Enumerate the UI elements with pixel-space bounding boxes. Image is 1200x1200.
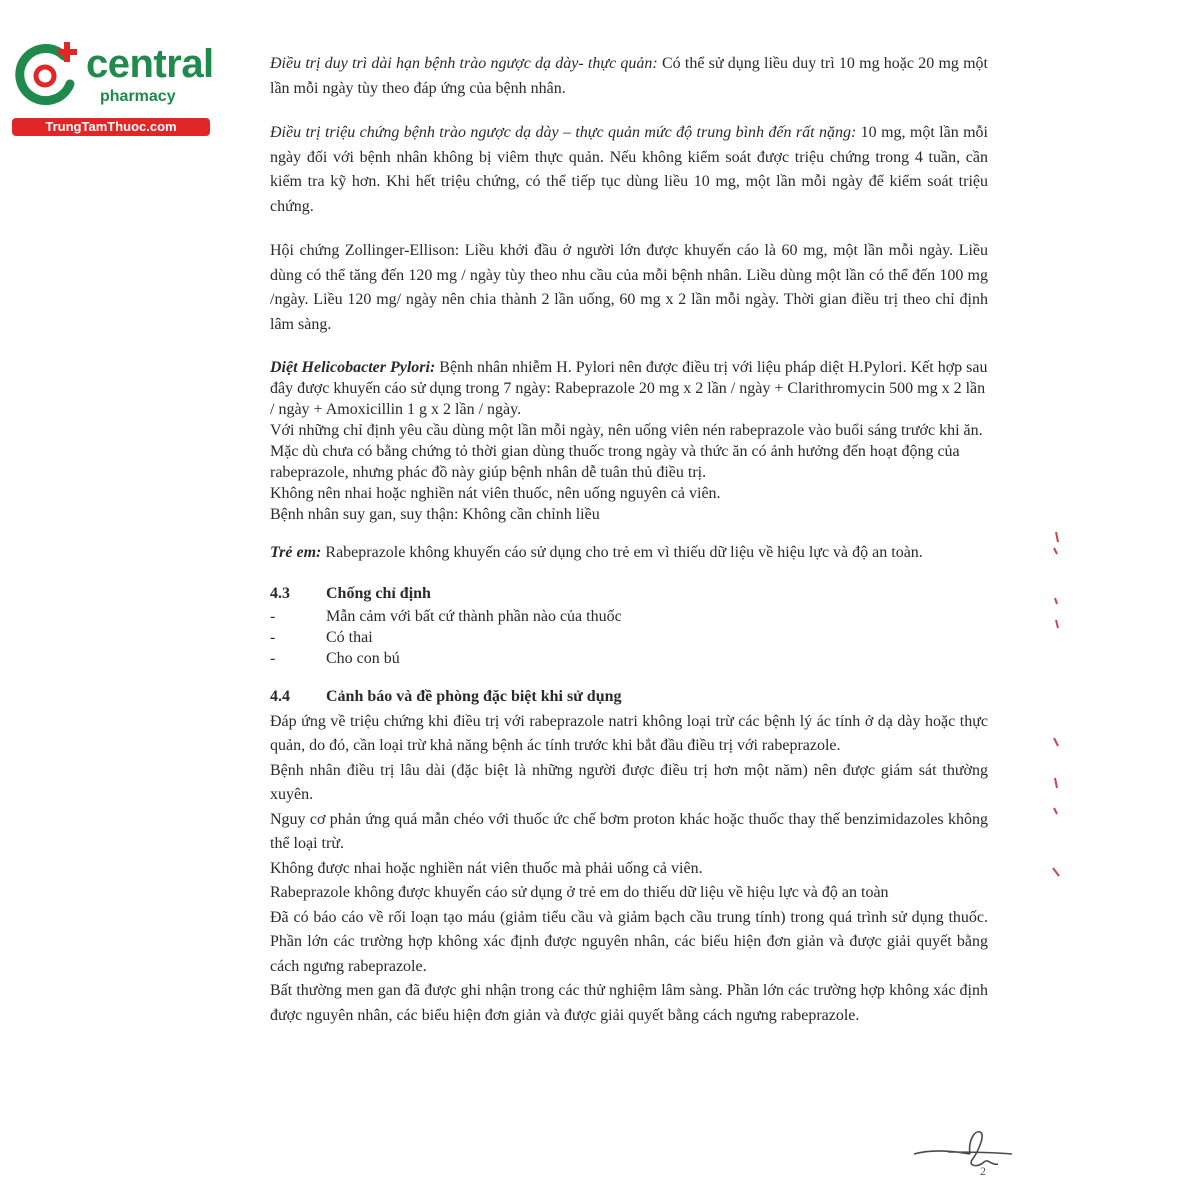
warning-paragraph: Bất thường men gan đã được ghi nhận trong các thử nghiệm lâm sàng. Phần lớn các trường hợp không xác định được nguyên nhân, các biểu hiện đơn giản và được giải quyết bằng cách ngưng rabeprazole. [270, 982, 988, 1024]
document-body [270, 52, 988, 1028]
pharmacy-logo [10, 38, 215, 138]
section-4-4-heading [270, 685, 988, 710]
helicobacter-section [270, 357, 988, 525]
list-item: - Có thai [270, 629, 373, 646]
warning-paragraph: Đáp ứng về triệu chứng khi điều trị với rabeprazole natri không loại trừ các bệnh lý ác tính ở dạ dày hoặc thực quản, do đó, cần loại trừ khả năng bệnh ác tính trước khi bắt đầu điều trị với rabeprazole. [270, 712, 988, 754]
warning-paragraph: Nguy cơ phản ứng quá mẫn chéo với thuốc ức chế bơm proton khác hoặc thuốc thay thế benzimidazoles không thể loại trừ. [270, 810, 988, 852]
list-item: - Cho con bú [270, 650, 400, 667]
symptomatic-text: 10 mg, một lần mỗi ngày đối với bệnh nhân không bị viêm thực quản. Nếu không kiểm soát được triệu chứng trong 4 tuần, cần kiểm tra kỹ hơn. Khi hết triệu chứng, có thể tiếp tục dùng liều 10 mg, một lần mỗi ngày để kiểm soát triệu chứng. [270, 124, 988, 215]
warning-paragraph: Đã có báo cáo về rối loạn tạo máu (giảm tiểu cầu và giảm bạch cầu trung tính) trong quá trình sử dụng thuốc. Phần lớn các trường hợp không xác định được nguyên nhân, các biểu hiện đơn giản và được giải quyết bằng cách ngưng rabeprazole. [270, 908, 988, 975]
maintenance-text: Có thể sử dụng liều duy trì 10 mg hoặc 20 mg một lần mỗi ngày tùy theo đáp ứng của bệnh nhân. [270, 55, 989, 97]
warning-paragraph: Không được nhai hoặc nghiền nát viên thuốc mà phải uống cả viên. [270, 859, 703, 877]
signature-icon [908, 1122, 1018, 1184]
helicobacter-text: Bệnh nhân nhiễm H. Pylori nên được điều trị với liệu pháp diệt H.Pylori. Kết hợp sau đây được khuyến cáo sử dụng trong 7 ngày: Rabeprazole 20 mg x 2 lần / ngày + Clarithromycin 500 mg x 2 lần / ngày + Amoxicillin 1 g x 2 lần / ngày. [270, 359, 988, 418]
children-paragraph [270, 541, 988, 566]
logo-brand-name: central [86, 42, 214, 86]
page-number: 2 [980, 1164, 986, 1178]
warning-paragraph: Bệnh nhân điều trị lâu dài (đặc biệt là những người được điều trị hơn một năm) nên được giám sát thường xuyên. [270, 761, 988, 803]
logo-website: TrungTamThuoc.com [12, 118, 210, 136]
section-4-3-title: Chống chỉ định [326, 584, 431, 602]
page-edge-marks [1040, 528, 1070, 888]
helicobacter-lead: Diệt Helicobacter Pylori: [270, 359, 436, 376]
maintenance-lead: Điều trị duy trì dài hạn bệnh trào ngược dạ dày- thực quản: [270, 55, 658, 72]
section-4-3-heading [270, 582, 988, 607]
helicobacter-renal-hepatic: Bệnh nhân suy gan, suy thận: Không cần chỉnh liều [270, 506, 600, 523]
symptomatic-paragraph [270, 121, 988, 219]
list-item: - Mẫn cảm với bất cứ thành phần nào của thuốc [270, 608, 622, 625]
warning-paragraph: Rabeprazole không được khuyến cáo sử dụng ở trẻ em do thiếu dữ liệu về hiệu lực và độ an toàn [270, 884, 889, 901]
section-4-4-title: Cảnh báo và đề phòng đặc biệt khi sử dụng [326, 688, 622, 705]
helicobacter-no-chew: Không nên nhai hoặc nghiền nát viên thuốc, nên uống nguyên cả viên. [270, 485, 721, 502]
central-pharmacy-logo-icon [12, 40, 82, 106]
logo-subtitle: pharmacy [100, 88, 176, 105]
section-4-3-number: 4.3 [270, 584, 290, 602]
maintenance-paragraph [270, 52, 988, 101]
section-4-4-number: 4.4 [270, 688, 290, 705]
children-text: Rabeprazole không khuyến cáo sử dụng cho trẻ em vì thiếu dữ liệu về hiệu lực và độ an toàn. [321, 544, 923, 561]
children-lead: Trẻ em: [270, 544, 322, 561]
helicobacter-once-daily: Với những chỉ định yêu cầu dùng một lần mỗi ngày, nên uống viên nén rabeprazole vào buổi sáng trước khi ăn. Mặc dù chưa có bằng chứng tỏ thời gian dùng thuốc trong ngày và thức ăn có ảnh hưởng đến hoạt động của rabeprazole, nhưng phác đồ này giúp bệnh nhân dễ tuân thủ điều trị. [270, 422, 983, 481]
symptomatic-lead: Điều trị triệu chứng bệnh trào ngược dạ dày – thực quản mức độ trung bình đến rất nặng: [270, 124, 857, 141]
zollinger-paragraph: Hội chứng Zollinger-Ellison: Liều khởi đầu ở người lớn được khuyến cáo là 60 mg, một lần mỗi ngày. Liều dùng có thể tăng đến 120 mg / ngày tùy theo nhu cầu của mỗi bệnh nhân. Liều dùng một lần có thể đến 100 mg /ngày. Liều 120 mg/ ngày nên chia thành 2 lần uống, 60 mg x 2 lần mỗi ngày. Thời gian điều trị theo chỉ định lâm sàng. [270, 242, 988, 333]
